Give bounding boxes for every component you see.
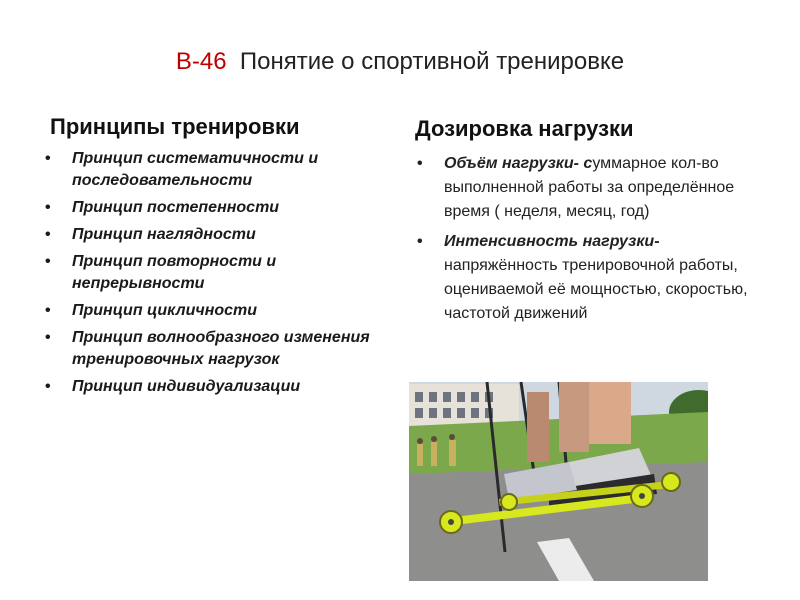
principle-item: • Принцип цикличности bbox=[72, 300, 372, 322]
principle-item: • Принцип постепенности bbox=[72, 197, 372, 219]
principle-item: • Принцип систематичности и последовательности bbox=[72, 148, 372, 192]
principle-item: • Принцип волнообразного изменения тренировочных нагрузок bbox=[72, 327, 372, 371]
dosage-term: Объём нагрузки- с bbox=[444, 155, 593, 172]
dosage-text: напряжённость тренировочной работы, оцениваемой её мощностью, скоростью, частотой движений bbox=[444, 257, 748, 322]
dosage-item-intensity bbox=[444, 230, 754, 326]
slide-title bbox=[0, 48, 800, 76]
dosage-text: уммарное кол-во выполненной работы за определённое время ( неделя, месяц, год) bbox=[444, 155, 735, 220]
dosage-term: Интенсивность нагрузки- bbox=[444, 233, 660, 250]
dosage-item-volume bbox=[444, 152, 754, 224]
principle-item: • Принцип повторности и непрерывности bbox=[72, 251, 372, 295]
dosage-list bbox=[444, 152, 754, 332]
slide-code: В-46 bbox=[175, 48, 227, 75]
principles-heading: Принципы тренировки bbox=[50, 114, 300, 139]
slide-title-text: Понятие о спортивной тренировке bbox=[239, 48, 625, 75]
principle-item: • Принцип наглядности bbox=[72, 224, 372, 246]
principle-item: • Принцип индивидуализации bbox=[72, 376, 372, 398]
principles-list bbox=[72, 148, 372, 403]
roller-ski-photo bbox=[409, 382, 708, 581]
roller-ski-illustration bbox=[409, 382, 708, 581]
dosage-heading: Дозировка нагрузки bbox=[415, 116, 634, 141]
